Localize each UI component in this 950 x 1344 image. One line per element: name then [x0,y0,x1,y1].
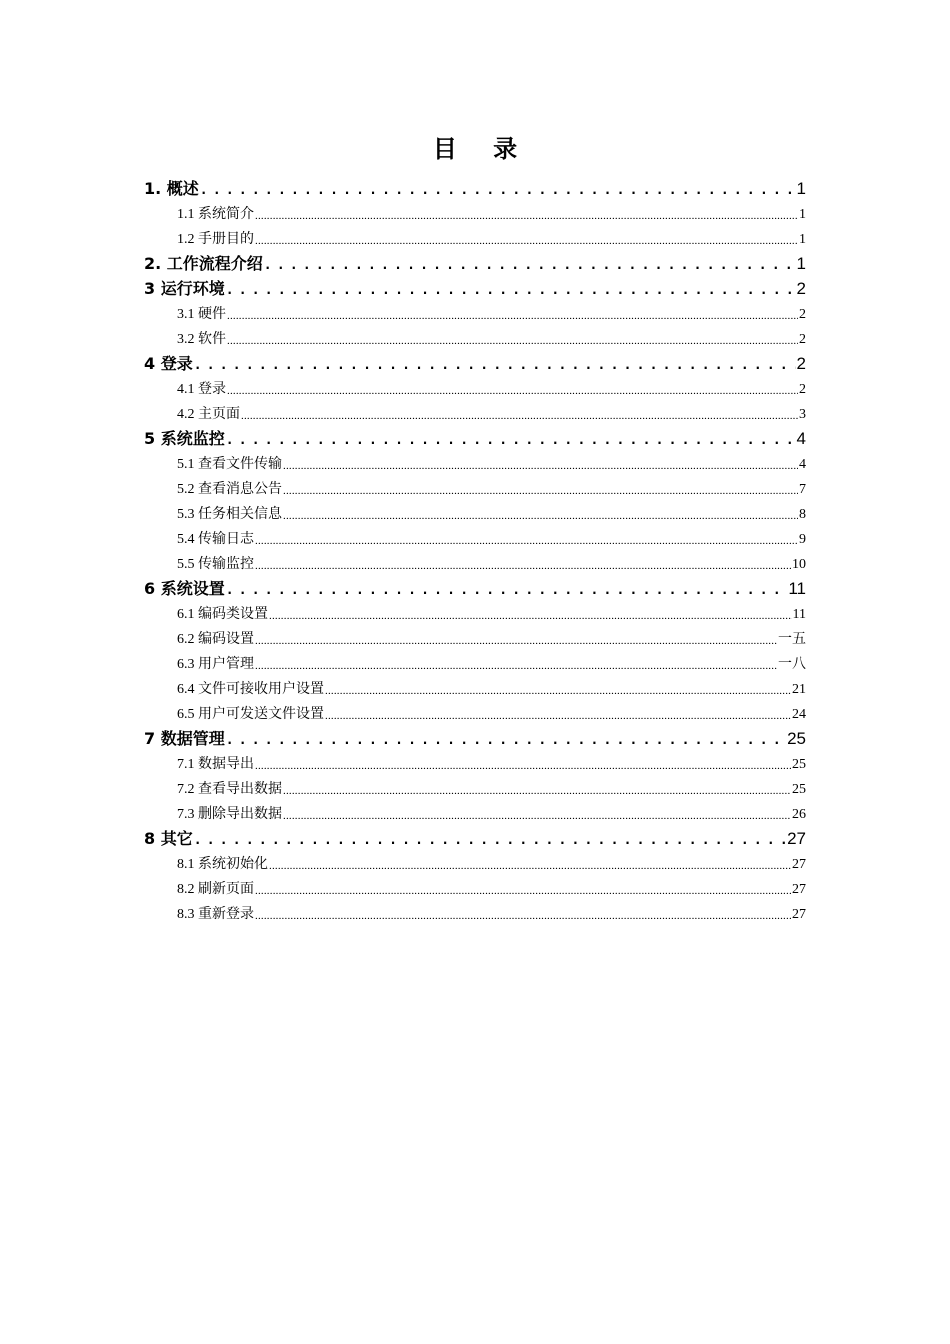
toc-page-number: 25 [792,782,806,797]
toc-page-number: 1 [799,207,806,222]
toc-dot-leader [226,429,796,449]
toc-page-number: 一八 [778,657,806,672]
toc-entry-label: 3.1 硬件 [177,307,226,322]
toc-page-number: 9 [799,532,806,547]
toc-section-entry[interactable] [144,399,806,424]
toc-chapter-entry[interactable] [144,724,806,749]
toc-page-number: 27 [792,907,806,922]
toc-entry-label: 6.4 文件可接收用户设置 [177,682,324,697]
toc-section-entry[interactable] [144,624,806,649]
toc-page-number: 24 [792,707,806,722]
toc-chapter-entry[interactable] [144,574,806,599]
toc-page-number: 一五 [778,632,806,647]
toc-entry-label: 6.2 编码设置 [177,632,254,647]
toc-dot-leader [269,606,792,624]
toc-dot-leader [194,829,786,849]
toc-dot-leader [255,756,791,774]
toc-entry-label: 3 运行环境 [144,279,225,298]
toc-section-entry[interactable] [144,474,806,499]
toc-section-entry[interactable] [144,374,806,399]
toc-page-number: 21 [792,682,806,697]
toc-page-number: 8 [799,507,806,522]
toc-page-number: 26 [792,807,806,822]
toc-page-number: 1 [799,232,806,247]
toc-entry-label: 5 系统监控 [144,429,225,448]
toc-entry-label: 5.4 传输日志 [177,532,254,547]
toc-title: 目 录 [432,135,532,163]
toc-dot-leader [255,881,791,899]
toc-dot-leader [283,481,798,499]
toc-section-entry[interactable] [144,449,806,474]
toc-section-entry[interactable] [144,774,806,799]
toc-section-entry[interactable] [144,524,806,549]
toc-entry-label: 6.1 编码类设置 [177,607,268,622]
toc-dot-leader [241,406,798,424]
toc-entry-label: 1.2 手册目的 [177,232,254,247]
toc-chapter-entry[interactable] [144,349,806,374]
toc-entry-label: 6.5 用户可发送文件设置 [177,707,324,722]
toc-dot-leader [226,279,796,299]
toc-section-entry[interactable] [144,849,806,874]
toc-page-number: 25 [787,729,806,748]
toc-page-number: 2 [799,382,806,397]
toc-dot-leader [283,506,798,524]
toc-page-number: 7 [799,482,806,497]
toc-section-entry[interactable] [144,199,806,224]
toc-entry-label: 6 系统设置 [144,579,225,598]
toc-page-number: 10 [792,557,806,572]
toc-dot-leader [325,681,791,699]
toc-dot-leader [227,331,798,349]
toc-dot-leader [200,179,796,199]
toc-dot-leader [325,706,791,724]
toc-entry-label: 8 其它 [144,829,193,848]
toc-dot-leader [255,631,777,649]
toc-list [144,174,806,924]
toc-dot-leader [283,806,791,824]
toc-section-entry[interactable] [144,799,806,824]
toc-section-entry[interactable] [144,324,806,349]
toc-page-number: 2 [796,354,806,373]
toc-chapter-entry[interactable] [144,249,806,274]
toc-section-entry[interactable] [144,749,806,774]
toc-entry-label: 5.2 查看消息公告 [177,482,282,497]
toc-section-entry[interactable] [144,499,806,524]
toc-dot-leader [255,531,798,549]
toc-dot-leader [255,656,777,674]
toc-page-number: 4 [799,457,806,472]
toc-entry-label: 2. 工作流程介绍 [144,254,263,273]
toc-section-entry[interactable] [144,699,806,724]
toc-entry-label: 8.2 刷新页面 [177,882,254,897]
toc-entry-label: 7.3 删除导出数据 [177,807,282,822]
toc-dot-leader [255,556,791,574]
toc-entry-label: 8.3 重新登录 [177,907,254,922]
toc-entry-label: 6.3 用户管理 [177,657,254,672]
toc-dot-leader [226,579,788,599]
toc-section-entry[interactable] [144,899,806,924]
toc-chapter-entry[interactable] [144,824,806,849]
toc-page-number: 25 [792,757,806,772]
toc-entry-label: 3.2 软件 [177,332,226,347]
toc-page-number: 4 [796,429,806,448]
toc-dot-leader [269,856,791,874]
toc-dot-leader [264,254,796,274]
toc-entry-label: 8.1 系统初始化 [177,857,268,872]
toc-page-number: 11 [788,579,806,598]
toc-chapter-entry[interactable] [144,424,806,449]
toc-section-entry[interactable] [144,649,806,674]
toc-dot-leader [255,206,798,224]
toc-section-entry[interactable] [144,299,806,324]
toc-entry-label: 1.1 系统简介 [177,207,254,222]
toc-chapter-entry[interactable] [144,274,806,299]
toc-page-number: 27 [792,857,806,872]
toc-page-number: 27 [787,829,806,848]
toc-entry-label: 7.2 查看导出数据 [177,782,282,797]
toc-chapter-entry[interactable] [144,174,806,199]
toc-page-number: 2 [799,307,806,322]
toc-entry-label: 4.1 登录 [177,382,226,397]
toc-dot-leader [226,729,786,749]
toc-entry-label: 1. 概述 [144,179,199,198]
toc-dot-leader [283,781,791,799]
toc-section-entry[interactable] [144,599,806,624]
toc-entry-label: 7.1 数据导出 [177,757,254,772]
toc-page-number: 3 [799,407,806,422]
toc-entry-label: 5.5 传输监控 [177,557,254,572]
toc-dot-leader [283,456,798,474]
toc-page-number: 2 [796,279,806,298]
toc-dot-leader [227,381,798,399]
toc-dot-leader [227,306,798,324]
toc-dot-leader [255,906,791,924]
toc-entry-label: 4 登录 [144,354,193,373]
toc-dot-leader [255,231,798,249]
toc-section-entry[interactable] [144,549,806,574]
toc-section-entry[interactable] [144,224,806,249]
toc-dot-leader [194,354,796,374]
toc-page-number: 1 [796,254,806,273]
toc-page-number: 11 [792,607,806,622]
toc-page-number: 27 [792,882,806,897]
toc-page-number: 2 [799,332,806,347]
toc-page-number: 1 [796,179,806,198]
toc-entry-label: 5.3 任务相关信息 [177,507,282,522]
toc-section-entry[interactable] [144,874,806,899]
toc-entry-label: 4.2 主页面 [177,407,240,422]
toc-entry-label: 5.1 查看文件传输 [177,457,282,472]
toc-entry-label: 7 数据管理 [144,729,225,748]
toc-section-entry[interactable] [144,674,806,699]
